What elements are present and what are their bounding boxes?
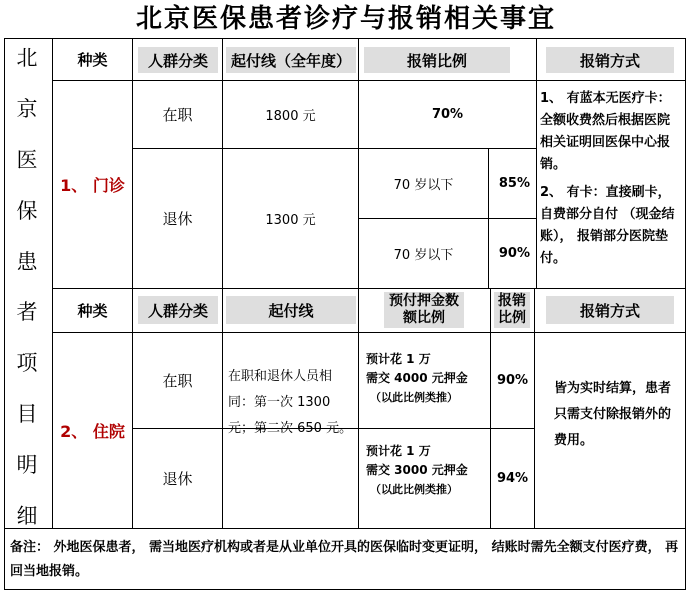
header-type: 种类 [77, 302, 108, 320]
header-ratio: 报销比例 [494, 292, 530, 328]
side-label-char: 明 [16, 453, 38, 477]
header-ratio: 报销比例 [364, 47, 510, 73]
ratio-employed: 90% [496, 373, 529, 388]
deposit-retired [366, 442, 488, 499]
grid-line [536, 38, 537, 288]
side-label-char: 患 [16, 249, 38, 274]
ratio-employed: 70% [431, 107, 464, 122]
header-threshold: 起付线（全年度） [226, 47, 356, 73]
side-label-char: 北 [16, 46, 38, 70]
group-employed: 在职 [162, 106, 193, 124]
side-label-char: 京 [16, 96, 38, 121]
page-title: 北京医保患者诊疗与报销相关事宜 [135, 4, 556, 34]
deposit-line: 预计花 1 万 [366, 444, 431, 458]
header-deposit: 预付押金数额比例 [384, 292, 464, 328]
side-label-char: 目 [16, 402, 38, 427]
category-outpatient: 1、 门诊 [60, 176, 125, 195]
group-retired: 退休 [162, 470, 193, 488]
threshold-text: 在职和退休人员相同：第一次 1300 元；第二次 650 元。 [228, 369, 353, 436]
deposit-line: 需交 4000 元押金 [366, 371, 468, 385]
method-text: 皆为实时结算，患者只需支付除报销外的费用。 [554, 381, 672, 448]
side-label [5, 42, 49, 530]
group-employed: 在职 [162, 372, 193, 390]
header-group: 人群分类 [138, 47, 218, 73]
grid-line [52, 288, 686, 289]
threshold-employed: 1800 元 [265, 109, 316, 124]
header-group: 人群分类 [138, 296, 218, 324]
footnote: 备注： 外地医保患者， 需当地医疗机构或者是从业单位开具的医保临时变更证明， 结账时需先全额支付医疗费， 再回当地报销。 [10, 540, 679, 579]
method-text-1: 1、 有蓝本无医疗卡：全额收费然后根据医院相关证明回医保中心报销。 [540, 91, 671, 172]
grid-line [4, 528, 686, 529]
deposit-employed [366, 350, 488, 407]
side-label-char: 细 [16, 503, 38, 528]
age-group-2: 70 岁以下 [393, 248, 454, 263]
method-text-2: 2、 有卡：直接刷卡，自费部分自付 （现金结账）， 报销部分医院垫付。 [540, 185, 675, 266]
age-group-1: 70 岁以下 [393, 178, 454, 193]
ratio-retired: 94% [496, 471, 529, 486]
side-label-char: 保 [16, 198, 38, 223]
threshold-retired: 1300 元 [265, 213, 316, 228]
deposit-line: （以此比例类推） [370, 483, 458, 496]
deposit-line: （以此比例类推） [370, 391, 458, 404]
header-method: 报销方式 [546, 47, 674, 73]
deposit-line: 需交 3000 元押金 [366, 463, 468, 477]
ratio-retired-1: 85% [498, 176, 530, 191]
group-retired: 退休 [162, 210, 193, 228]
side-label-char: 项 [16, 351, 38, 376]
ratio-retired-2: 90% [498, 246, 530, 261]
header-method: 报销方式 [546, 296, 674, 324]
side-label-char: 医 [16, 147, 38, 172]
category-inpatient: 2、 住院 [60, 422, 125, 441]
side-label-char: 者 [16, 300, 38, 325]
header-type: 种类 [77, 51, 108, 69]
header-threshold: 起付线 [226, 296, 356, 324]
deposit-line: 预计花 1 万 [366, 352, 431, 366]
grid-line [534, 288, 535, 528]
